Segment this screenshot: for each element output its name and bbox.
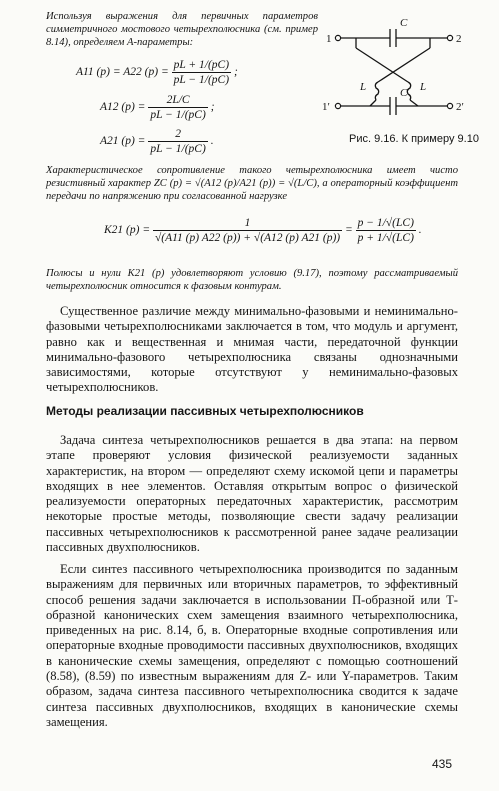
equation-a21-end: . [210, 135, 214, 148]
equation-k21-fraction-1 [153, 216, 342, 245]
equation-a21-denominator: pL − 1/(pC) [150, 143, 206, 155]
equation-a21-fraction [148, 127, 207, 156]
equation-k21-numerator-1: 1 [153, 216, 342, 231]
page-number: 435 [432, 757, 453, 771]
poles-text: Полюсы и нули K21 (p) удовлетворяют условию (9.17), поэтому рассматриваемый четырехполюсник относится к фазовым контурам. [46, 268, 458, 292]
equation-k21-denominator-2: p + 1/√(LC) [357, 232, 414, 244]
equation-a12-lhs: A12 (p) = [100, 101, 146, 114]
paragraph-synthesis-method: Если синтез пассивного четырехполюсника производится по заданным выражениям для первичных или вторичных параметров, то эффективный способ решения задачи заключается в использовании П-образной или Т-образной канонических схем замещения взаимного четырехполюсника, приведенных на рис. 8.14, б, в. Операторные входные сопротивления или операторные входные проводимости пассивных двухполюсников, входящих в канонические схемы замещения, определяют с помощью соотношений (8.58), (8.59) по известным выражениям для Z- или Y-параметров. Таким образом, задача синтеза пассивного четырехполюсника сводится к задаче синтеза пассивных двухполюсников, входящих в канонические схемы замещения. [46, 562, 458, 729]
capacitor-top-label: C [400, 17, 408, 29]
equation-a11-lhs: A11 (p) = A22 (p) = [76, 66, 169, 79]
equation-a11-denominator: pL − 1/(pC) [173, 74, 230, 86]
intro-text: Используя выражения для первичных параметров симметричного мостового четырехполюсника (см. пример 8.14), определяем A-параметры: [46, 11, 318, 48]
paragraph-min-phase: Существенное различие между минимально-фазовыми и неминимально-фазовыми четырехполюсниками заключается в том, что модуль и аргумент, равно как и вещественная и мнимая части, передаточной функции минимально-фазового четырехполюсника связаны однозначными зависимостями, которые отсутствуют у неминимально-фазовых четырехполюсников. [46, 304, 458, 395]
terminal-1p-node [335, 103, 340, 108]
equation-a12-end: ; [210, 101, 215, 114]
terminal-1-node [335, 35, 340, 40]
terminal-2-node [447, 35, 452, 40]
figure-caption: Рис. 9.16. К примеру 9.10 [349, 133, 479, 145]
equation-a12-numerator: 2L/C [148, 93, 207, 108]
paragraph-synthesis-stages: Задача синтеза четырехполюсников решается в два этапа: на первом этапе проверяют условия физической реализуемости заданных характеристик, на втором — определяют схему искомой цепи и параметры входящих в нее элементов. Оставляя открытым вопрос о физической реализуемости операторных передаточных характеристик, рассмотрим некоторые простые методы, позволяющие свести задачу реализации пассивных четырехполюсников к рассмотренной ранее задаче реализации пассивных двухполюсников. [46, 433, 458, 555]
equation-a12-denominator: pL − 1/(pC) [150, 109, 206, 121]
equation-a12-fraction [148, 93, 207, 122]
equation-a21-numerator: 2 [148, 127, 207, 142]
capacitor-bottom-label: C [400, 87, 408, 99]
inductor-left-label: L [360, 81, 367, 93]
equation-a21 [100, 127, 214, 156]
equation-a11-numerator: pL + 1/(pC) [173, 59, 230, 71]
terminal-2p-node [447, 103, 452, 108]
equation-a11-end: ; [233, 66, 238, 79]
section-heading: Методы реализации пассивных четырехполюсников [46, 404, 364, 418]
equation-k21-end: . [418, 224, 422, 237]
bridge-circuit-figure [318, 12, 478, 127]
equation-k21-equals: = [345, 224, 353, 237]
terminal-1-label: 1 [326, 33, 332, 45]
equation-a12 [100, 93, 215, 122]
equation-k21 [104, 216, 422, 245]
equation-a11 [76, 58, 238, 87]
terminal-2p-label: 2′ [456, 101, 464, 113]
inductor-right-label: L [420, 81, 427, 93]
equation-a11-fraction [172, 58, 231, 87]
equation-k21-denominator-1: √(A11 (p) A22 (p)) + √(A12 (p) A21 (p)) [154, 232, 341, 244]
terminal-1p-label: 1′ [322, 101, 330, 113]
equation-k21-numerator-2: p − 1/√(LC) [357, 217, 414, 229]
equation-k21-fraction-2 [356, 216, 416, 245]
terminal-2-label: 2 [456, 33, 462, 45]
equation-a21-lhs: A21 (p) = [100, 135, 146, 148]
equation-k21-lhs: K21 (p) = [104, 224, 151, 237]
characteristic-text: Характеристическое сопротивление такого четырехполюсника имеет чисто резистивный характер ZC (p) = √(A12 (p)/A21 (p)) = √(L/C), а операторный коэффициент передачи по напряжению при согласованной нагрузке [46, 165, 458, 202]
